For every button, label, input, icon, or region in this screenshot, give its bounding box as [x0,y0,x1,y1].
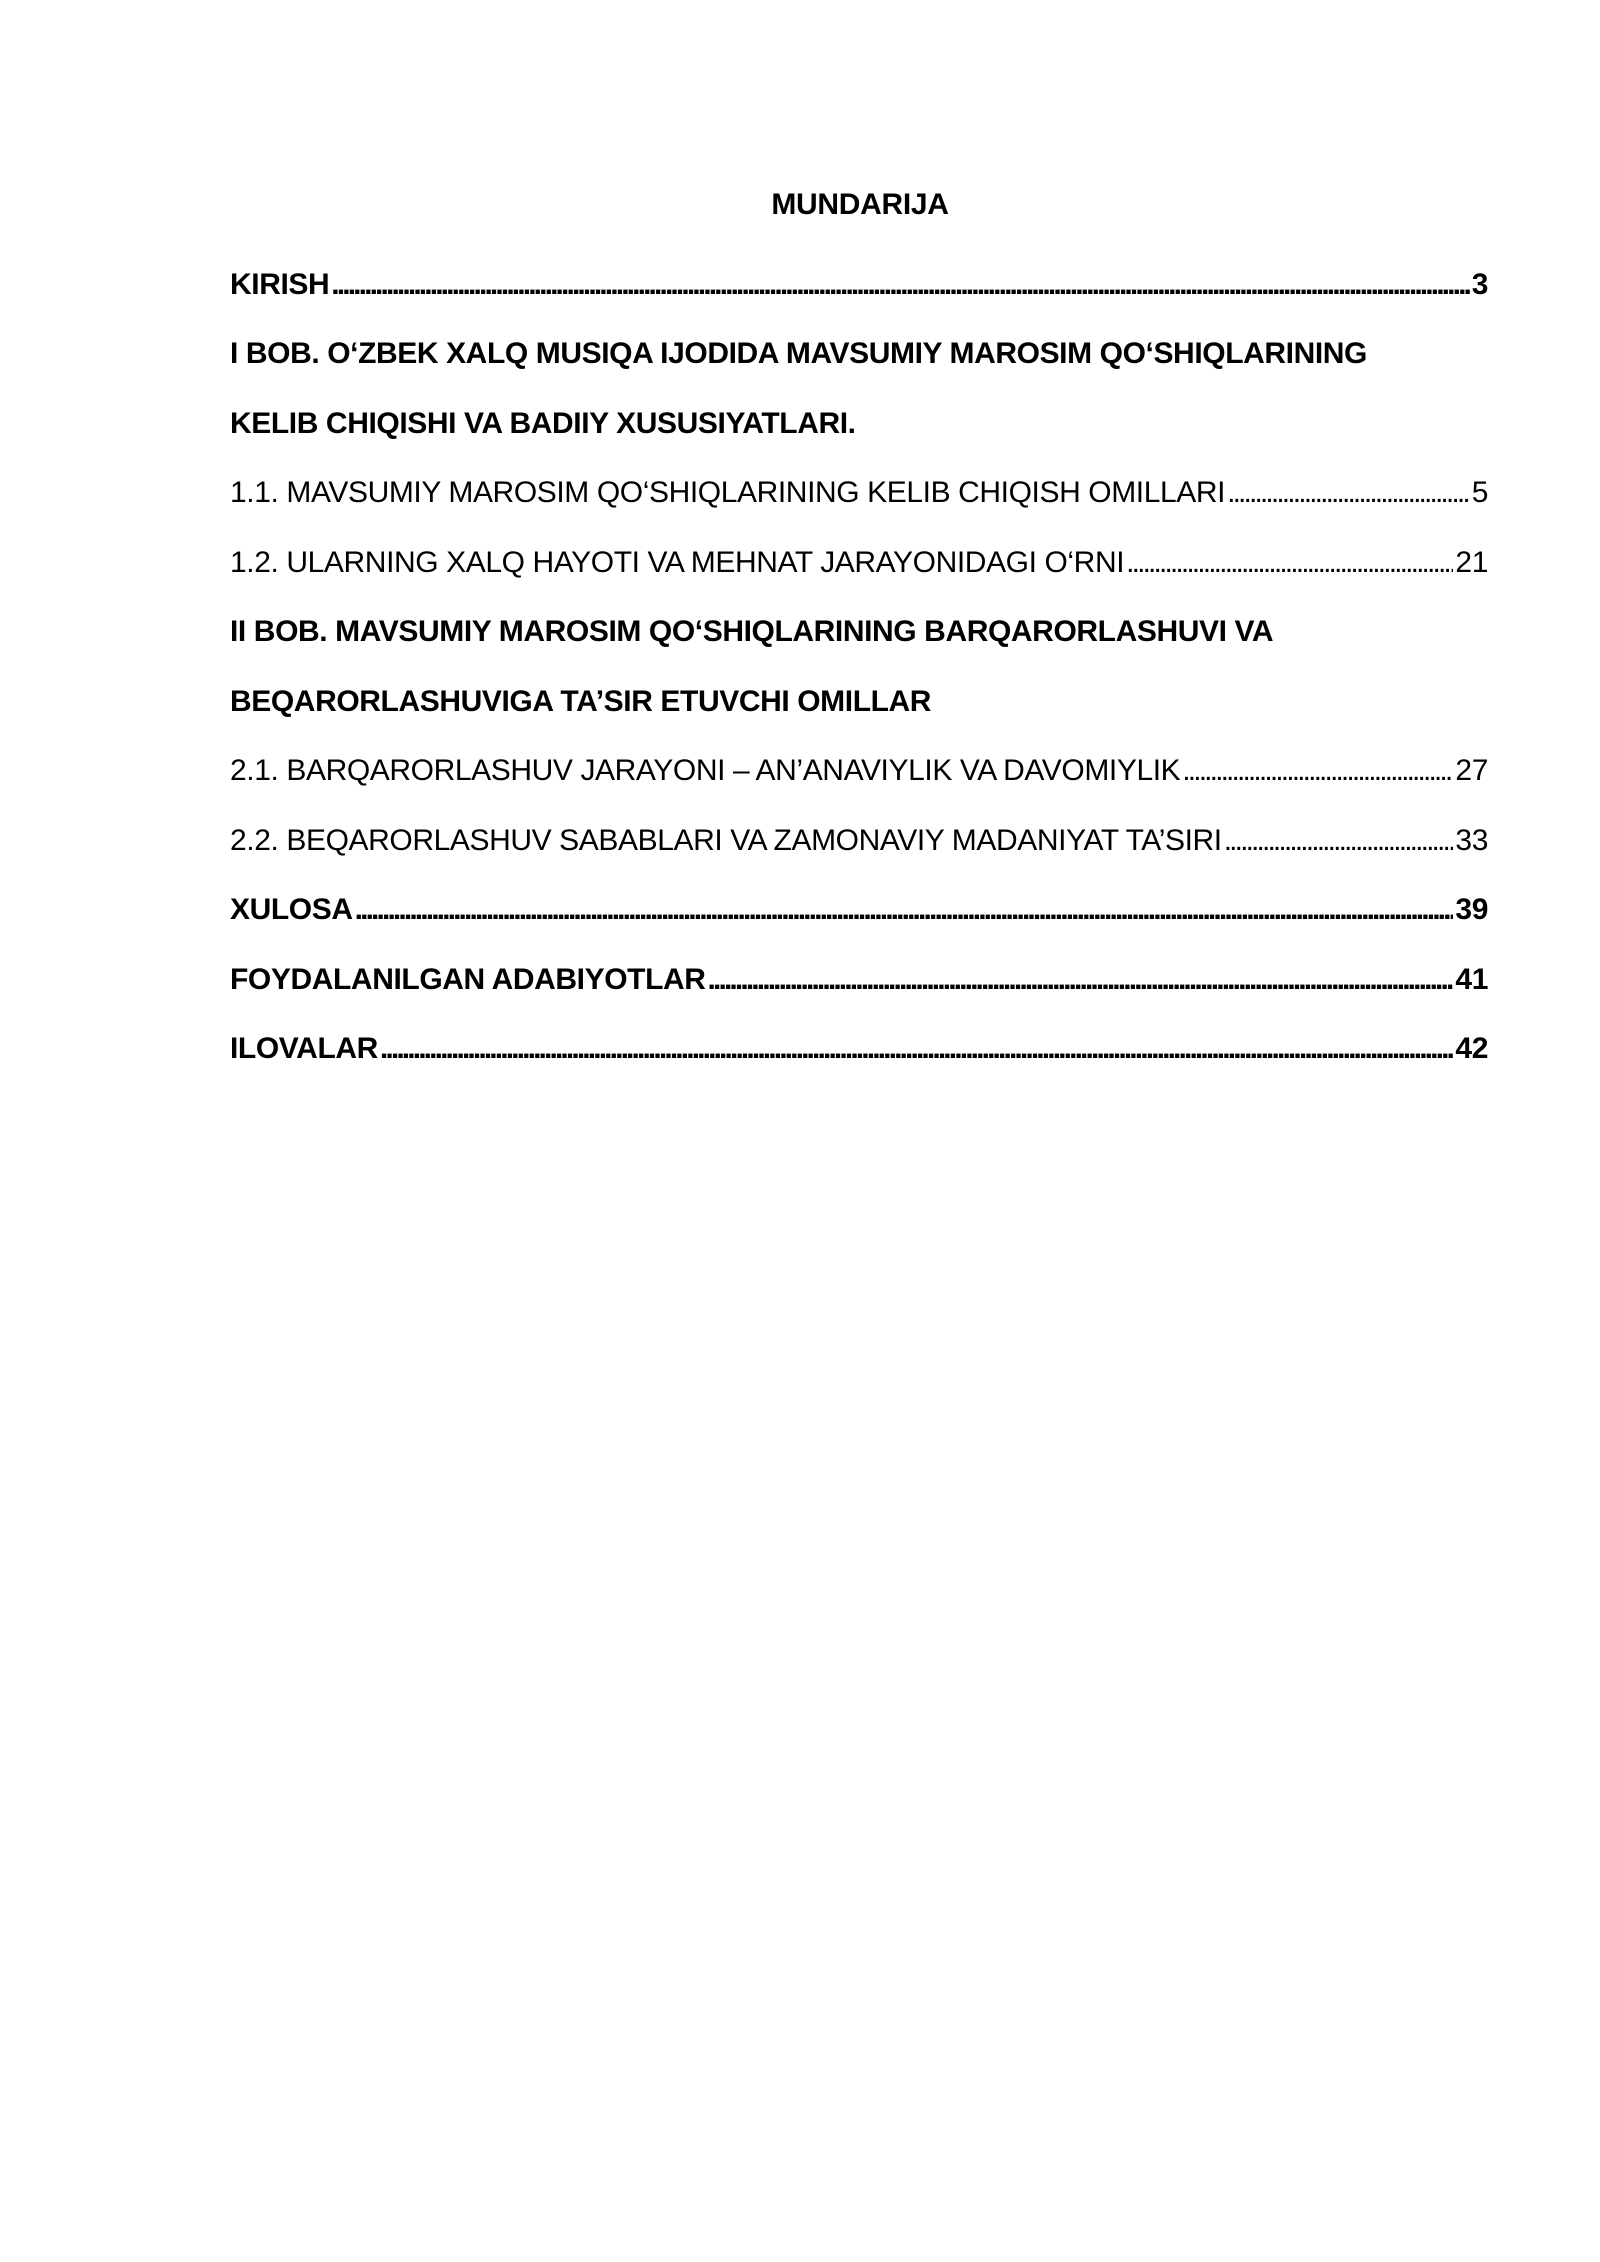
page-title: MUNDARIJA [771,188,949,221]
toc-entry-introduction [230,250,1488,320]
toc-entry-page: 42 [1455,1032,1488,1066]
toc-entry-label: 2.1. BARQARORLASHUV JARAYONI – AN’ANAVIYLIK VA DAVOMIYLIK [230,754,1181,788]
toc-entry-label: KELIB CHIQISHI VA BADIIY XUSUSIYATLARI. [230,406,856,440]
toc-entry-page: 3 [1471,267,1488,301]
toc-entry-page: 21 [1455,545,1488,579]
toc-entry-references [230,945,1488,1015]
table-of-contents [230,250,1488,1084]
toc-entry-label: I BOB. O‘ZBEK XALQ MUSIQA IJODIDA MAVSUMIY MAROSIM QO‘SHIQLARINING [230,337,1367,371]
toc-entry-label: BEQARORLASHUVIGA TA’SIR ETUVCHI OMILLAR [230,684,932,718]
toc-entry-page: 41 [1455,962,1488,996]
dot-leader [1224,826,1454,856]
dot-leader [355,895,1454,925]
toc-chapter-2-heading-line-2 [230,667,1488,737]
dot-leader [708,965,1454,995]
toc-entry-section-2-1 [230,737,1488,807]
toc-chapter-1-heading-line-1 [230,320,1488,390]
toc-chapter-2-heading-line-1 [230,598,1488,668]
dot-leader [380,1034,1454,1064]
dot-leader [1182,756,1453,786]
toc-entry-page: 33 [1455,823,1488,857]
toc-entry-label: 2.2. BEQARORLASHUV SABABLARI VA ZAMONAVIY MADANIYAT TA’SIRI [230,823,1222,857]
dot-leader [1227,478,1470,508]
toc-entry-label: 1.2. ULARNING XALQ HAYOTI VA MEHNAT JARAYONIDAGI O‘RNI [230,545,1125,579]
toc-entry-page: 27 [1455,754,1488,788]
toc-entry-section-1-1 [230,459,1488,529]
toc-entry-label: II BOB. MAVSUMIY MAROSIM QO‘SHIQLARINING BARQARORLASHUVI VA [230,615,1274,649]
dot-leader [331,270,1469,300]
toc-entry-label: XULOSA [230,893,353,927]
dot-leader [1126,548,1453,578]
toc-chapter-1-heading-line-2 [230,389,1488,459]
toc-entry-section-2-2 [230,806,1488,876]
toc-entry-page: 5 [1471,476,1488,510]
toc-entry-label: KIRISH [230,267,330,301]
toc-entry-conclusion [230,876,1488,946]
toc-entry-label: ILOVALAR [230,1032,378,1066]
toc-entry-page: 39 [1455,893,1488,927]
toc-entry-label: FOYDALANILGAN ADABIYOTLAR [230,962,706,996]
toc-entry-appendices [230,1015,1488,1085]
toc-entry-section-1-2 [230,528,1488,598]
toc-entry-label: 1.1. MAVSUMIY MAROSIM QO‘SHIQLARINING KELIB CHIQISH OMILLARI [230,476,1226,510]
